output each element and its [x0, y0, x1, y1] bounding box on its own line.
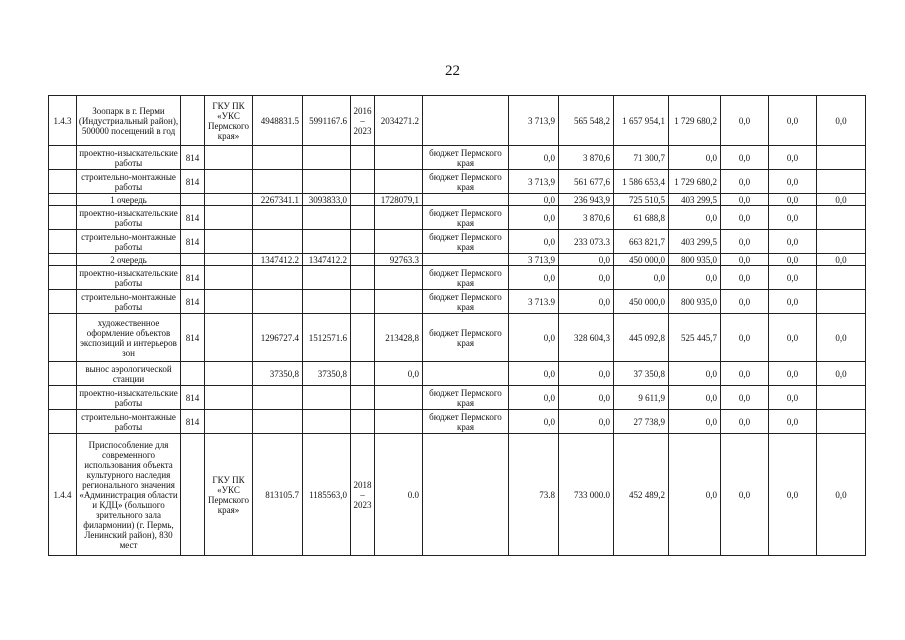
cell-y6: 0,0	[769, 290, 817, 314]
cell-grbs	[205, 290, 253, 314]
cell-c5	[253, 410, 303, 434]
cell-name: вынос аэрологической станции	[77, 362, 181, 386]
cell-no	[49, 254, 77, 266]
cell-source: бюджет Пермского края	[423, 170, 509, 194]
cell-c6: 3093833,0	[303, 194, 351, 206]
cell-y5: 0,0	[721, 434, 769, 556]
cell-name: 1 очередь	[77, 194, 181, 206]
cell-code: 814	[181, 290, 205, 314]
cell-c6	[303, 230, 351, 254]
cell-period	[351, 170, 375, 194]
cell-grbs	[205, 410, 253, 434]
cell-c8: 1728079,1	[375, 194, 423, 206]
cell-y3: 37 350,8	[614, 362, 669, 386]
cell-y2: 0,0	[559, 362, 614, 386]
cell-c6: 1512571.6	[303, 314, 351, 362]
cell-y6: 0,0	[769, 96, 817, 146]
table-row	[49, 434, 866, 556]
cell-grbs	[205, 206, 253, 230]
cell-no	[49, 410, 77, 434]
cell-name: строительно-монтажные работы	[77, 170, 181, 194]
cell-grbs	[205, 314, 253, 362]
cell-y1: 3 713,9	[509, 254, 559, 266]
cell-period	[351, 254, 375, 266]
cell-y2: 3 870,6	[559, 146, 614, 170]
cell-source	[423, 434, 509, 556]
table-row	[49, 96, 866, 146]
cell-y7	[817, 206, 866, 230]
cell-y7	[817, 170, 866, 194]
cell-c5: 813105.7	[253, 434, 303, 556]
cell-y1: 0,0	[509, 194, 559, 206]
cell-source: бюджет Пермского края	[423, 410, 509, 434]
cell-c8	[375, 410, 423, 434]
table-row	[49, 410, 866, 434]
cell-y1: 0,0	[509, 206, 559, 230]
cell-no: 1.4.3	[49, 96, 77, 146]
cell-c8	[375, 146, 423, 170]
cell-y1: 3 713,9	[509, 96, 559, 146]
cell-y4: 525 445,7	[669, 314, 721, 362]
cell-no	[49, 314, 77, 362]
cell-period	[351, 362, 375, 386]
cell-y3: 61 688,8	[614, 206, 669, 230]
cell-y5: 0,0	[721, 410, 769, 434]
cell-c6: 5991167.6	[303, 96, 351, 146]
cell-c8	[375, 386, 423, 410]
cell-code: 814	[181, 386, 205, 410]
cell-y4: 0,0	[669, 434, 721, 556]
cell-y1: 0,0	[509, 266, 559, 290]
cell-grbs	[205, 170, 253, 194]
cell-c6	[303, 266, 351, 290]
page-number: 22	[445, 63, 460, 79]
cell-no	[49, 362, 77, 386]
cell-y7	[817, 230, 866, 254]
cell-no	[49, 146, 77, 170]
cell-no	[49, 266, 77, 290]
cell-source: бюджет Пермского края	[423, 230, 509, 254]
cell-y2: 0,0	[559, 266, 614, 290]
cell-y5: 0,0	[721, 362, 769, 386]
table-row	[49, 362, 866, 386]
cell-c5: 4948831.5	[253, 96, 303, 146]
cell-y6: 0,0	[769, 146, 817, 170]
cell-y7: 0,0	[817, 194, 866, 206]
cell-c5: 1296727.4	[253, 314, 303, 362]
cell-period	[351, 146, 375, 170]
cell-c8	[375, 170, 423, 194]
cell-y3: 725 510,5	[614, 194, 669, 206]
cell-name: строительно-монтажные работы	[77, 410, 181, 434]
cell-y4: 0,0	[669, 386, 721, 410]
cell-name: Зоопарк в г. Перми (Индустриальный район), 500000 посещений в год	[77, 96, 181, 146]
cell-source	[423, 194, 509, 206]
cell-c5	[253, 146, 303, 170]
cell-no	[49, 386, 77, 410]
cell-c6	[303, 146, 351, 170]
table-row	[49, 170, 866, 194]
cell-code: 814	[181, 146, 205, 170]
cell-y1: 3 713.9	[509, 290, 559, 314]
cell-c6	[303, 170, 351, 194]
cell-source	[423, 254, 509, 266]
cell-y6: 0,0	[769, 386, 817, 410]
cell-y5: 0,0	[721, 290, 769, 314]
cell-y6: 0,0	[769, 206, 817, 230]
cell-code: 814	[181, 410, 205, 434]
cell-grbs	[205, 194, 253, 206]
cell-y2: 3 870,6	[559, 206, 614, 230]
cell-source: бюджет Пермского края	[423, 386, 509, 410]
cell-y5: 0,0	[721, 254, 769, 266]
cell-y6: 0,0	[769, 410, 817, 434]
table-row	[49, 146, 866, 170]
cell-y4: 800 935,0	[669, 290, 721, 314]
cell-y1: 3 713,9	[509, 170, 559, 194]
cell-y7: 0,0	[817, 314, 866, 362]
cell-y3: 450 000,0	[614, 290, 669, 314]
table-row	[49, 194, 866, 206]
cell-y5: 0,0	[721, 170, 769, 194]
cell-period	[351, 230, 375, 254]
cell-c5: 1347412.2	[253, 254, 303, 266]
cell-c6	[303, 290, 351, 314]
cell-y7: 0,0	[817, 362, 866, 386]
cell-y5: 0,0	[721, 146, 769, 170]
cell-code	[181, 362, 205, 386]
cell-y1: 0,0	[509, 410, 559, 434]
cell-code: 814	[181, 230, 205, 254]
cell-period: 2018 – 2023	[351, 434, 375, 556]
cell-y6: 0,0	[769, 170, 817, 194]
cell-y4: 1 729 680,2	[669, 170, 721, 194]
cell-y6: 0,0	[769, 362, 817, 386]
cell-c5: 2267341.1	[253, 194, 303, 206]
cell-c6: 37350,8	[303, 362, 351, 386]
cell-no	[49, 194, 77, 206]
cell-y6: 0,0	[769, 314, 817, 362]
cell-y2: 233 073.3	[559, 230, 614, 254]
cell-name: Приспособление для современного использования объекта культурного наследия регионального значения «Администрация области и КДЦ» (большого зрительного зала филармонии) (г. Пермь, Ленинский район), 830 мест	[77, 434, 181, 556]
cell-y1: 0,0	[509, 230, 559, 254]
cell-c6	[303, 206, 351, 230]
cell-y3: 663 821,7	[614, 230, 669, 254]
cell-source	[423, 362, 509, 386]
cell-y2: 0,0	[559, 386, 614, 410]
cell-y5: 0,0	[721, 230, 769, 254]
table-row	[49, 386, 866, 410]
cell-y1: 0,0	[509, 146, 559, 170]
cell-no	[49, 290, 77, 314]
cell-y6: 0,0	[769, 434, 817, 556]
table-row	[49, 230, 866, 254]
cell-name: художественное оформление объектов экспозиций и интерьеров зон	[77, 314, 181, 362]
cell-no	[49, 170, 77, 194]
cell-no	[49, 206, 77, 230]
cell-c5: 37350,8	[253, 362, 303, 386]
cell-grbs	[205, 386, 253, 410]
cell-name: строительно-монтажные работы	[77, 290, 181, 314]
cell-c6: 1347412.2	[303, 254, 351, 266]
cell-y4: 0,0	[669, 362, 721, 386]
cell-y4: 800 935,0	[669, 254, 721, 266]
cell-y7: 0,0	[817, 96, 866, 146]
table-row	[49, 290, 866, 314]
cell-y3: 450 000,0	[614, 254, 669, 266]
cell-y5: 0,0	[721, 386, 769, 410]
table-row	[49, 266, 866, 290]
cell-code	[181, 434, 205, 556]
cell-grbs	[205, 254, 253, 266]
cell-period	[351, 386, 375, 410]
cell-no	[49, 230, 77, 254]
cell-y2: 565 548,2	[559, 96, 614, 146]
cell-y7	[817, 290, 866, 314]
cell-y5: 0,0	[721, 194, 769, 206]
cell-y3: 445 092,8	[614, 314, 669, 362]
cell-y2: 236 943,9	[559, 194, 614, 206]
cell-y2: 0,0	[559, 290, 614, 314]
cell-grbs: ГКУ ПК «УКС Пермского края»	[205, 434, 253, 556]
cell-y1: 0,0	[509, 314, 559, 362]
cell-y4: 1 729 680,2	[669, 96, 721, 146]
cell-grbs	[205, 230, 253, 254]
cell-c5	[253, 266, 303, 290]
cell-y3: 452 489,2	[614, 434, 669, 556]
cell-grbs	[205, 266, 253, 290]
cell-y4: 403 299,5	[669, 194, 721, 206]
cell-period: 2016 – 2023	[351, 96, 375, 146]
cell-y4: 0,0	[669, 206, 721, 230]
cell-y7	[817, 146, 866, 170]
cell-c5	[253, 206, 303, 230]
cell-source: бюджет Пермского края	[423, 206, 509, 230]
cell-source: бюджет Пермского края	[423, 290, 509, 314]
table-row	[49, 254, 866, 266]
cell-y2: 328 604,3	[559, 314, 614, 362]
cell-c8: 213428,8	[375, 314, 423, 362]
cell-period	[351, 206, 375, 230]
cell-grbs	[205, 362, 253, 386]
cell-name: строительно-монтажные работы	[77, 230, 181, 254]
cell-name: проектно-изыскательские работы	[77, 206, 181, 230]
cell-no: 1.4.4	[49, 434, 77, 556]
cell-c8: 92763.3	[375, 254, 423, 266]
cell-c8: 0.0	[375, 434, 423, 556]
cell-y7	[817, 410, 866, 434]
cell-y3: 1 657 954,1	[614, 96, 669, 146]
cell-c6	[303, 410, 351, 434]
cell-y6: 0,0	[769, 254, 817, 266]
cell-c5	[253, 230, 303, 254]
cell-y5: 0,0	[721, 266, 769, 290]
cell-c5	[253, 386, 303, 410]
cell-code: 814	[181, 206, 205, 230]
cell-y3: 0,0	[614, 266, 669, 290]
cell-c8: 0,0	[375, 362, 423, 386]
cell-period	[351, 314, 375, 362]
cell-y5: 0,0	[721, 96, 769, 146]
cell-y7: 0,0	[817, 254, 866, 266]
cell-c5	[253, 170, 303, 194]
cell-code: 814	[181, 170, 205, 194]
cell-y3: 1 586 653,4	[614, 170, 669, 194]
cell-y2: 0,0	[559, 254, 614, 266]
cell-code: 814	[181, 266, 205, 290]
cell-y2: 0,0	[559, 410, 614, 434]
cell-y7	[817, 386, 866, 410]
cell-code	[181, 254, 205, 266]
cell-c6	[303, 386, 351, 410]
budget-table	[48, 95, 866, 556]
cell-period	[351, 410, 375, 434]
cell-y4: 0,0	[669, 410, 721, 434]
cell-name: проектно-изыскательские работы	[77, 386, 181, 410]
cell-source	[423, 96, 509, 146]
cell-c8	[375, 230, 423, 254]
cell-c8	[375, 290, 423, 314]
cell-period	[351, 290, 375, 314]
cell-c8	[375, 206, 423, 230]
cell-code	[181, 96, 205, 146]
cell-y7	[817, 266, 866, 290]
cell-name: проектно-изыскательские работы	[77, 146, 181, 170]
table-row	[49, 314, 866, 362]
cell-y2: 733 000.0	[559, 434, 614, 556]
table-row	[49, 206, 866, 230]
cell-grbs	[205, 146, 253, 170]
cell-y4: 0,0	[669, 266, 721, 290]
cell-name: проектно-изыскательские работы	[77, 266, 181, 290]
cell-y1: 0,0	[509, 386, 559, 410]
cell-y1: 0,0	[509, 362, 559, 386]
cell-y7: 0,0	[817, 434, 866, 556]
cell-y3: 27 738,9	[614, 410, 669, 434]
cell-y1: 73.8	[509, 434, 559, 556]
cell-y3: 9 611,9	[614, 386, 669, 410]
cell-y5: 0,0	[721, 314, 769, 362]
cell-y4: 403 299,5	[669, 230, 721, 254]
cell-y4: 0,0	[669, 146, 721, 170]
cell-period	[351, 266, 375, 290]
cell-source: бюджет Пермского края	[423, 266, 509, 290]
cell-y6: 0,0	[769, 266, 817, 290]
cell-source: бюджет Пермского края	[423, 314, 509, 362]
cell-grbs: ГКУ ПК «УКС Пермского края»	[205, 96, 253, 146]
cell-source: бюджет Пермского края	[423, 146, 509, 170]
cell-c5	[253, 290, 303, 314]
cell-c8	[375, 266, 423, 290]
cell-code: 814	[181, 314, 205, 362]
cell-code	[181, 194, 205, 206]
cell-y6: 0,0	[769, 194, 817, 206]
cell-y3: 71 300,7	[614, 146, 669, 170]
cell-period	[351, 194, 375, 206]
cell-c6: 1185563,0	[303, 434, 351, 556]
cell-y2: 561 677,6	[559, 170, 614, 194]
cell-c8: 2034271.2	[375, 96, 423, 146]
cell-y6: 0,0	[769, 230, 817, 254]
cell-name: 2 очередь	[77, 254, 181, 266]
cell-y5: 0,0	[721, 206, 769, 230]
